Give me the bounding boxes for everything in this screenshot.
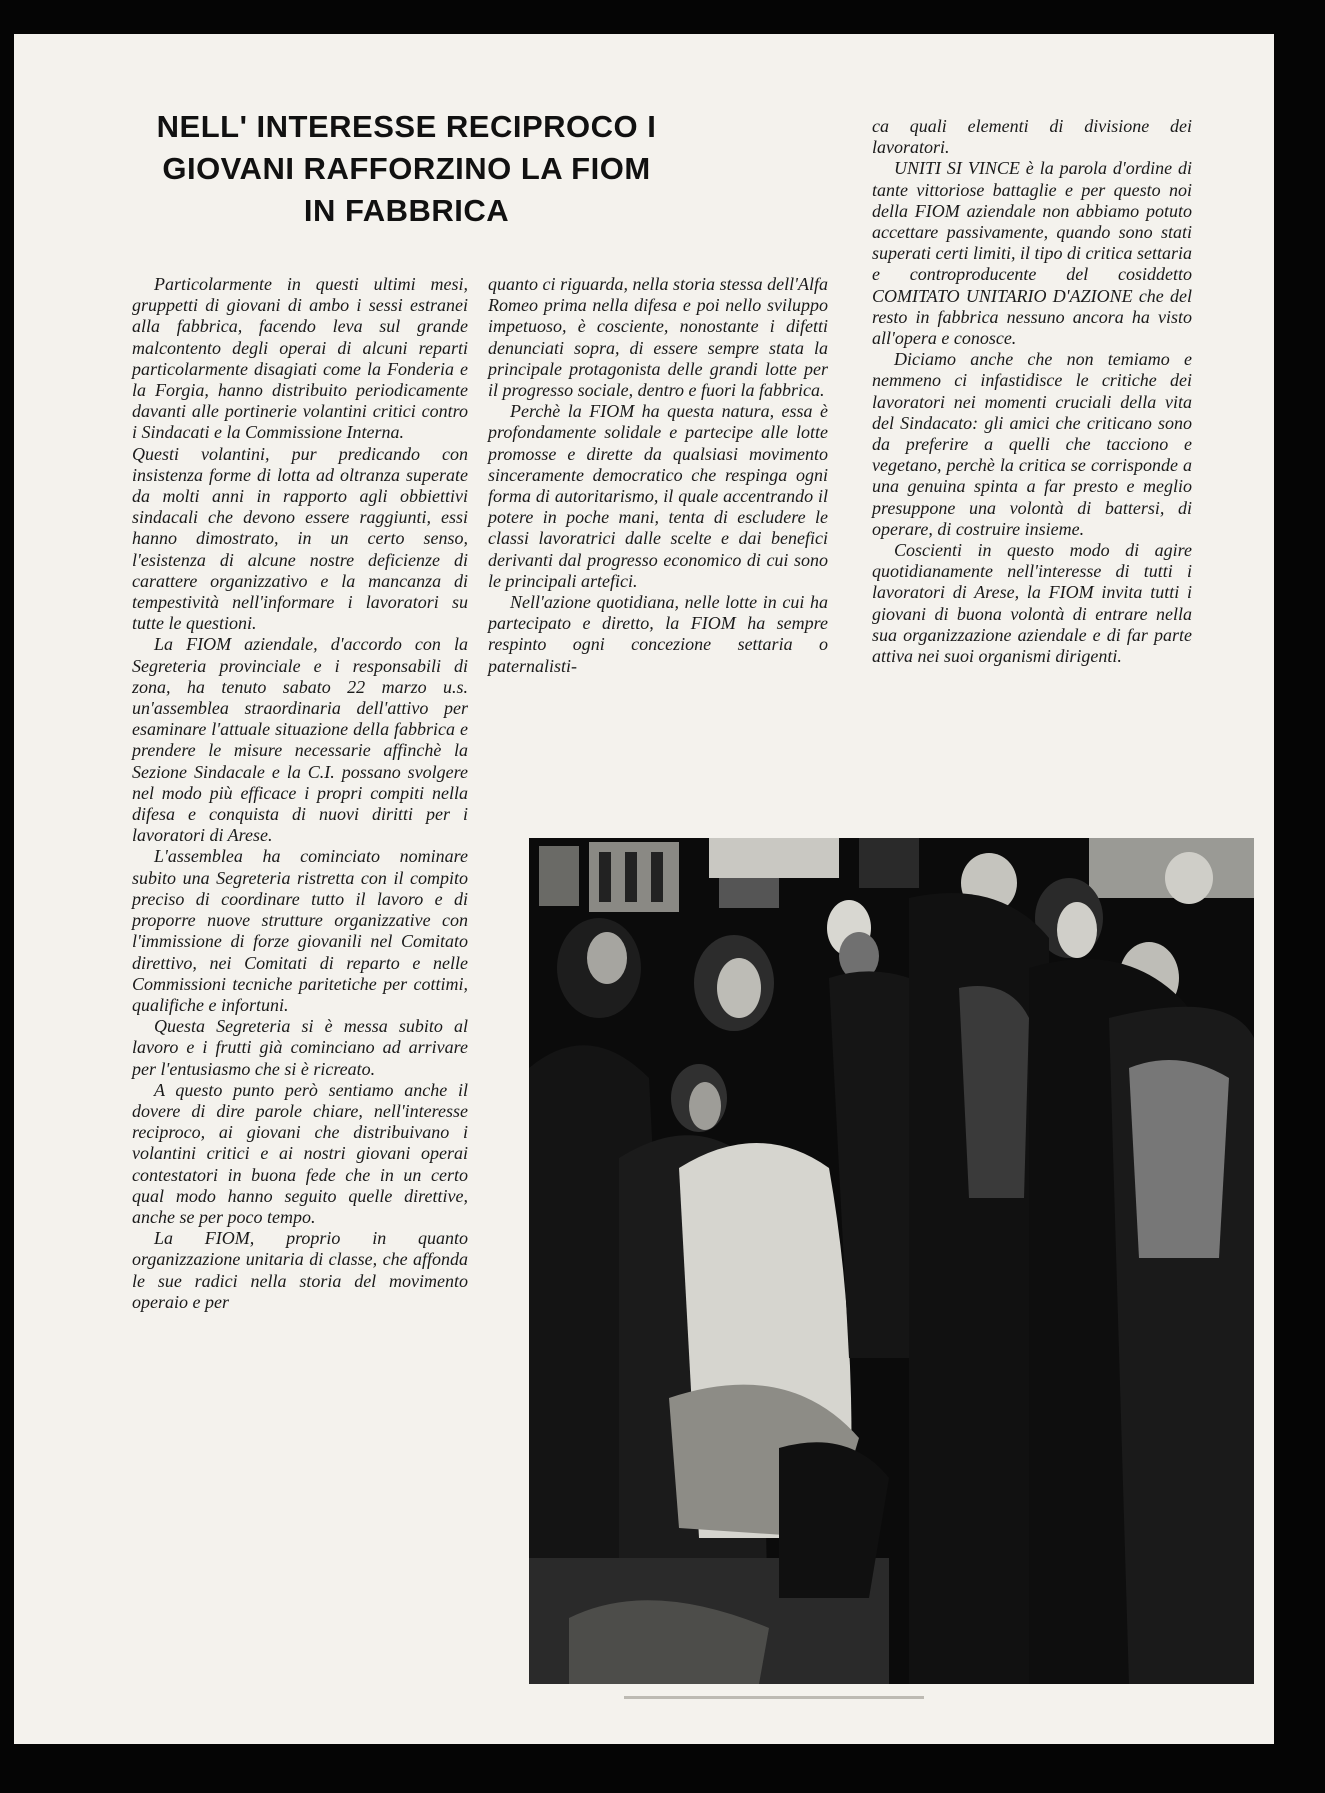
paragraph: UNITI SI VINCE è la parola d'ordine di tante vittoriose battaglie e per questo noi della FIOM aziendale non abbiamo potuto accettare passivamente, quando sono stati superati certi limiti, il tipo di critica settaria e controproducente del cosiddetto COMITATO UNITARIO D'AZIONE che del resto in fabbrica nessuno ancora ha visto all'opera e conosce. (872, 158, 1192, 349)
paragraph: Nell'azione quotidiana, nelle lotte in cui ha partecipato e diretto, la FIOM ha sempre respinto ogni concezione settaria o paternalisti- (488, 592, 828, 676)
paragraph: Questa Segreteria si è messa subito al lavoro e i frutti già cominciano ad arrivare per l'entusiasmo che si è ricreato. (132, 1016, 468, 1079)
paragraph: La FIOM, proprio in quanto organizzazione unitaria di classe, che affonda le sue radici nella storia del movimento operaio e per (132, 1228, 468, 1312)
paragraph: ca quali elementi di divisione dei lavoratori. (872, 116, 1192, 158)
paragraph: Diciamo anche che non temiamo e nemmeno ci infastidisce le critiche dei lavoratori nei momenti cruciali della vita del Sindacato: gli amici che criticano sono da preferire a quelli che tacciono e vegetano, perchè la critica se corrisponde a una genuina spinta a far presto e meglio presuppone una volontà di battersi, di operare, di costruire insieme. (872, 349, 1192, 539)
article-headline (134, 106, 679, 232)
headline-line: IN FABBRICA (303, 193, 510, 228)
paragraph: Questi volantini, pur predicando con insistenza forme di lotta ad oltranza superate da molti anni in rapporto agli obbiettivi sindacali che devono essere raggiunti, essi hanno dimostrato, in un certo senso, l'esistenza di alcune nostre deficienze di carattere organizzativo e la mancanza di tempestività nell'informare i lavoratori su tutte le questioni. (132, 443, 468, 634)
paragraph: La FIOM aziendale, d'accordo con la Segreteria provinciale e i responsabili di zona, ha tenuto sabato 22 marzo u.s. un'assemblea straordinaria dell'attivo per esaminare l'attuale situazione della fabbrica e prendere le misure necessarie affinchè la Sezione Sindacale e la C.I. possano svolgere nel modo più efficace i propri compiti nella difesa e conquista di nuovi diritti per i lavoratori di Arese. (132, 634, 468, 846)
text-column-3 (872, 116, 1192, 667)
headline-line: NELL' INTERESSE RECIPROCO I (156, 109, 657, 144)
paragraph: Perchè la FIOM ha questa natura, essa è profondamente solidale e partecipe alle lotte promosse e dirette da qualsiasi movimento sinceramente democratico che respinga ogni forma di autoritarismo, il quale accentrando il potere in poche mani, tenta di escludere le classi lavoratrici dalle scelte e dai benefici derivanti dal progresso economico di cui sono le principali artefici. (488, 401, 828, 591)
headline-line: GIOVANI RAFFORZINO LA FIOM (162, 151, 651, 186)
paragraph: L'assemblea ha cominciato nominare subito una Segreteria ristretta con il compito preciso di coordinare tutto il lavoro e di proporre nuove strutture organizzative con l'immissione di forze giovanili nel Comitato direttivo, nei Comitati di reparto e nelle Commissioni tecniche paritetiche per cottimi, qualifiche e infortuni. (132, 846, 468, 1015)
text-column-2 (488, 274, 828, 677)
paragraph: A questo punto però sentiamo anche il dovere di dire parole chiare, nell'interesse reciproco, ai giovani che distribuivano i volantini critici e ai nostri giovani operai contestatori in buona fede che in un certo qual modo hanno seguito quelle direttive, anche se per poco tempo. (132, 1079, 468, 1227)
photo-illustration (529, 838, 1254, 1684)
text-column-1 (132, 274, 468, 1313)
page-footer-rule (624, 1696, 924, 1699)
crowd-photo (529, 838, 1254, 1684)
magazine-page (14, 34, 1274, 1744)
paragraph: Particolarmente in questi ultimi mesi, gruppetti di giovani di ambo i sessi estranei alla fabbrica, facendo leva sul grande malcontento degli operai di alcuni reparti particolarmente disagiati come la Fonderia e la Forgia, hanno distribuito periodicamente davanti alle portinerie volantini critici contro i Sindacati e la Commissione Interna. (132, 274, 468, 443)
paragraph: quanto ci riguarda, nella storia stessa dell'Alfa Romeo prima nella difesa e poi nello sviluppo impetuoso, è cosciente, nonostante i difetti denunciati sopra, di essere sempre stata la principale protagonista delle grandi lotte per il progresso sociale, dentro e fuori la fabbrica. (488, 274, 828, 401)
paragraph: Coscienti in questo modo di agire quotidianamente nell'interesse di tutti i lavoratori di Arese, la FIOM invita tutti i giovani di buona volontà di entrare nella sua organizzazione aziendale e di far parte attiva nei suoi organismi dirigenti. (872, 540, 1192, 667)
